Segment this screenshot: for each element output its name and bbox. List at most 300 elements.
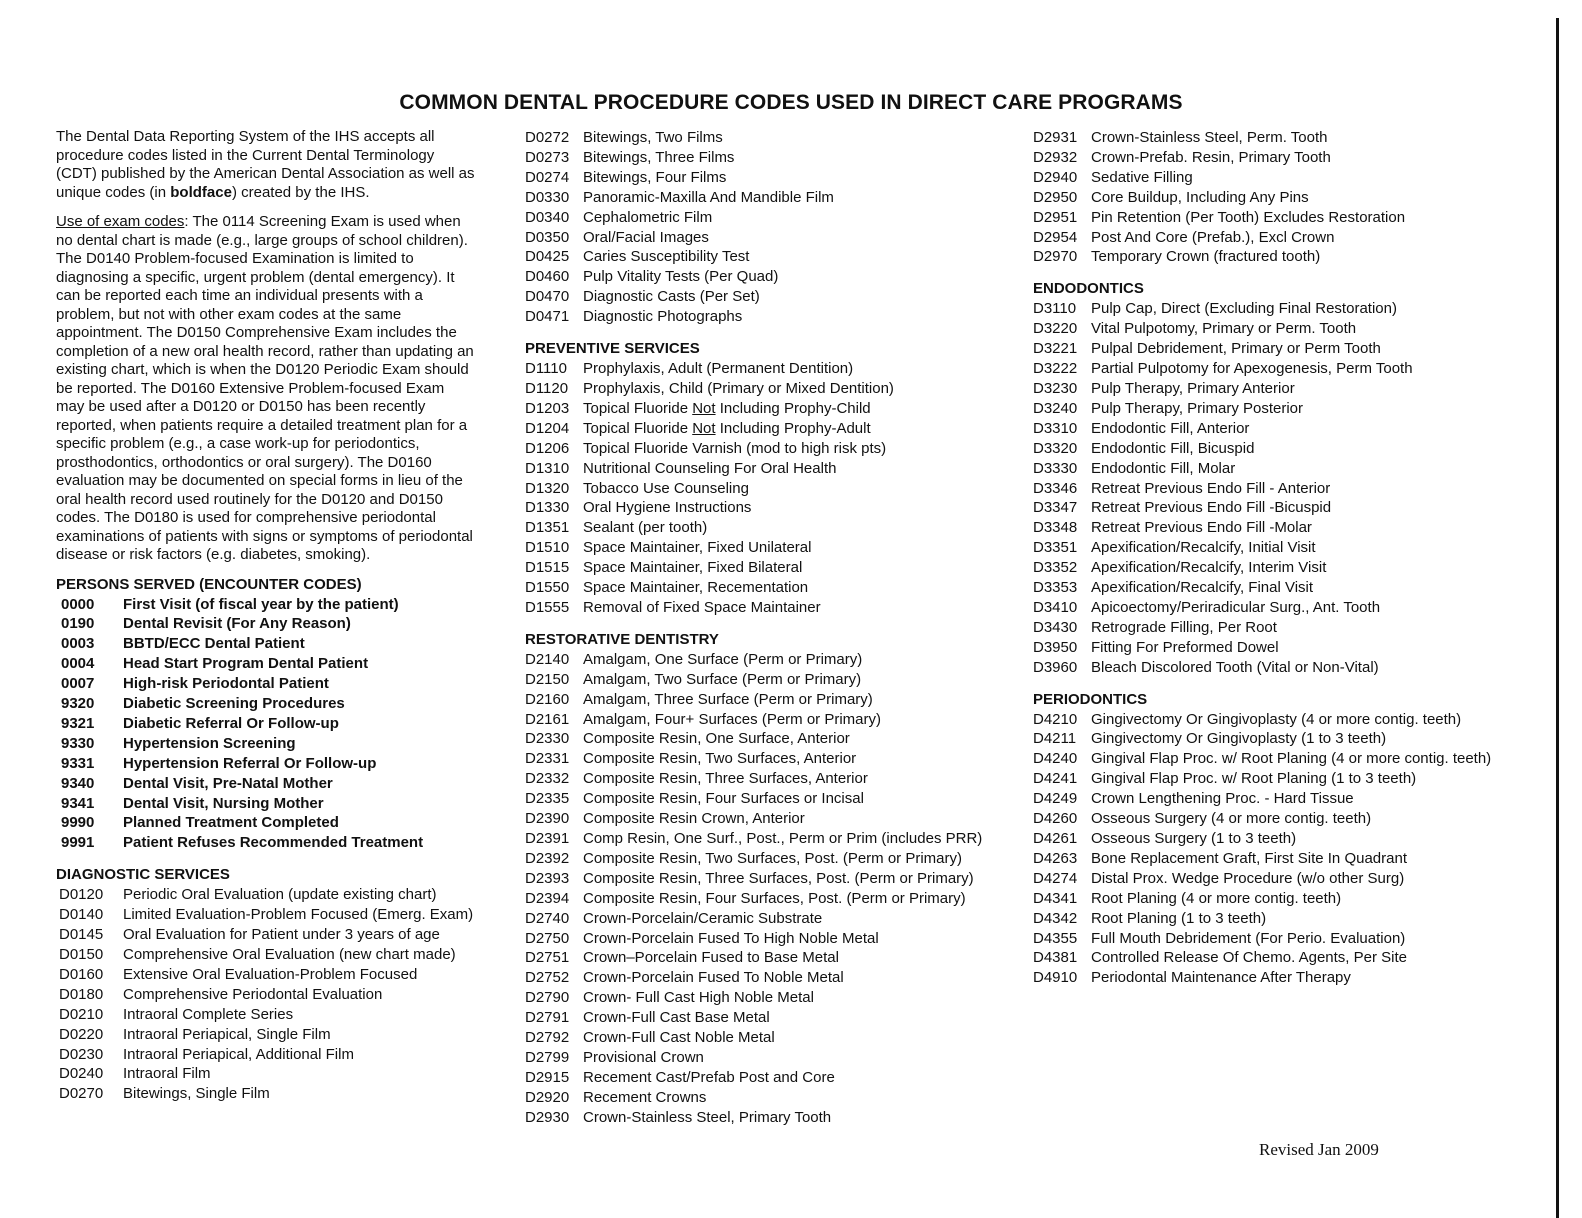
procedure-code: D2160 — [525, 690, 570, 708]
procedure-code: D4211 — [1033, 730, 1077, 748]
procedure-description: Crown-Stainless Steel, Perm. Tooth — [1091, 129, 1328, 146]
procedure-code: D3222 — [1033, 360, 1078, 378]
procedure-code: D0425 — [525, 248, 570, 266]
procedure-description: Amalgam, Four+ Surfaces (Perm or Primary) — [583, 710, 881, 728]
procedure-description: Space Maintainer, Recementation — [583, 579, 809, 597]
procedure-code: D0272 — [525, 129, 570, 146]
procedure-description: Retreat Previous Endo Fill -Bicuspid — [1091, 499, 1332, 517]
procedure-description: Panoramic-Maxilla And Mandible Film — [583, 188, 834, 206]
code-row — [525, 379, 1025, 399]
procedure-description: Diagnostic Casts (Per Set) — [583, 288, 760, 306]
code-row — [56, 925, 476, 945]
procedure-code: D0240 — [59, 1065, 104, 1083]
intro-paragraph-1 — [56, 128, 476, 202]
description-part: Including Prophy-Adult — [715, 419, 871, 437]
procedure-description — [583, 399, 871, 419]
procedure-code: D1204 — [525, 419, 570, 437]
procedure-description: Apexification/Recalcify, Initial Visit — [1091, 539, 1316, 557]
procedure-description: Composite Resin Crown, Anterior — [583, 810, 805, 828]
procedure-code: 9340 — [61, 774, 95, 792]
code-row — [525, 729, 1025, 749]
procedure-description: Intraoral Periapical, Additional Film — [123, 1045, 354, 1063]
procedure-code: D2750 — [525, 929, 570, 947]
code-row — [1033, 379, 1553, 399]
procedure-code: D3353 — [1033, 579, 1078, 597]
code-row — [1033, 869, 1553, 889]
procedure-code: D3221 — [1033, 340, 1078, 358]
code-row — [1033, 339, 1553, 359]
description-emphasis: Not — [692, 399, 716, 417]
procedure-code: D3348 — [1033, 519, 1078, 537]
code-row — [1033, 749, 1553, 769]
procedure-description: Pin Retention (Per Tooth) Excludes Restoration — [1091, 208, 1406, 226]
code-row — [56, 714, 476, 734]
code-row — [56, 965, 476, 985]
code-row — [1033, 710, 1553, 730]
procedure-description: Extensive Oral Evaluation-Problem Focused — [123, 965, 418, 983]
procedure-code: D2792 — [525, 1029, 570, 1047]
procedure-code: D3320 — [1033, 439, 1078, 457]
procedure-code: D1310 — [525, 459, 570, 477]
procedure-code: D2799 — [525, 1048, 570, 1066]
procedure-description: Prophylaxis, Child (Primary or Mixed Dentition) — [583, 379, 894, 397]
procedure-code: D1550 — [525, 579, 570, 597]
procedure-description: Vital Pulpotomy, Primary or Perm. Tooth — [1091, 320, 1357, 338]
procedure-code: D0471 — [525, 308, 570, 326]
code-row — [56, 614, 476, 634]
procedure-description: Crown-Prefab. Resin, Primary Tooth — [1091, 148, 1331, 166]
code-row — [1033, 968, 1553, 988]
column-1 — [56, 128, 476, 1117]
procedure-code: D2920 — [525, 1088, 570, 1106]
procedure-code: D0145 — [59, 926, 104, 944]
procedure-code: D2940 — [1033, 168, 1078, 186]
code-row — [525, 670, 1025, 690]
code-list — [56, 885, 476, 1104]
code-row — [1033, 168, 1553, 188]
procedure-description: Comprehensive Periodontal Evaluation — [123, 985, 383, 1003]
procedure-code: 0004 — [61, 655, 95, 673]
procedure-code: D2390 — [525, 810, 570, 828]
procedure-code: D1206 — [525, 439, 570, 457]
code-row — [525, 1008, 1025, 1028]
code-row — [525, 168, 1025, 188]
procedure-description: Periodic Oral Evaluation (update existing chart) — [123, 886, 437, 904]
section-periodontics — [1033, 691, 1553, 989]
code-row — [525, 188, 1025, 208]
procedure-code: D1110 — [525, 360, 567, 378]
procedure-code: D0160 — [59, 965, 104, 983]
procedure-code: D2392 — [525, 849, 570, 867]
revised-date: Revised Jan 2009 — [1259, 1140, 1379, 1159]
procedure-code: D2954 — [1033, 228, 1078, 246]
procedure-code: D3346 — [1033, 479, 1078, 497]
code-row — [525, 538, 1025, 558]
procedure-description: Composite Resin, Four Surfaces or Incisal — [583, 790, 864, 808]
procedure-description: Root Planing (4 or more contig. teeth) — [1091, 889, 1342, 907]
procedure-description: Pulpal Debridement, Primary or Perm Tooth — [1091, 340, 1381, 358]
procedure-description: Comp Resin, One Surf., Post., Perm or Prim (includes PRR) — [583, 830, 983, 847]
procedure-code: 9321 — [61, 714, 95, 732]
procedure-description: Limited Evaluation-Problem Focused (Emerg. Exam) — [123, 906, 474, 924]
code-row — [1033, 909, 1553, 929]
code-row — [525, 749, 1025, 769]
code-row — [525, 710, 1025, 730]
procedure-code: D1120 — [525, 379, 569, 397]
code-row — [56, 734, 476, 754]
procedure-code: D4210 — [1033, 710, 1078, 728]
procedure-description: Crown-Porcelain/Ceramic Substrate — [583, 909, 823, 927]
procedure-description: Bitewings, Three Films — [583, 148, 735, 166]
code-row — [56, 674, 476, 694]
code-row — [56, 945, 476, 965]
code-row — [525, 1068, 1025, 1088]
code-row — [1033, 538, 1553, 558]
procedure-description: Controlled Release Of Chemo. Agents, Per Site — [1091, 949, 1407, 967]
description-part: Topical Fluoride — [583, 399, 693, 417]
section-restorative — [525, 631, 1025, 1128]
procedure-code: 9320 — [61, 695, 95, 713]
exam-codes-text: : The 0114 Screening Exam is used when no dental chart is made (e.g., large groups of school children). The D0140 Problem-focused Examination is limited to diagnosing a specific, urgent problem (dental emergency). It can be reported each time an individual presents with a problem, but not with other exam codes at the same appointment. The D0150 Comprehensive Exam includes the completion of a new oral health record, rather than updating an existing chart, which is when the D0120 Periodic Exam should be reported. The D0160 Extensive Problem-focused Exam may be used after a D0120 or D0150 has been recently reported, when patients require a detailed treatment plan for a specific problem (e.g., a case work-up for periodontics, prosthodontics, orthodontics or oral surgery). The D0160 evaluation may be documented on special forms in lieu of the oral health record used routinely for the D0120 and D0150 codes. The D0180 is used for comprehensive periodontal examinations of patients with signs or symptoms of periodontal disease or risk factors (e.g. diabetes, smoking). — [56, 213, 474, 563]
code-row — [1033, 247, 1553, 267]
procedure-code: D0274 — [525, 168, 570, 186]
procedure-code: 9331 — [61, 754, 95, 772]
procedure-code: D2791 — [525, 1009, 570, 1027]
procedure-code: D3240 — [1033, 399, 1078, 417]
procedure-code: D2391 — [525, 830, 570, 847]
procedure-code: D2150 — [525, 670, 570, 688]
procedure-code: D1330 — [525, 499, 570, 517]
code-list — [525, 359, 1025, 618]
code-row — [1033, 948, 1553, 968]
procedure-description: Composite Resin, Four Surfaces, Post. (Perm or Primary) — [583, 889, 966, 907]
code-row — [525, 128, 1025, 148]
section-diagnostic-continued — [525, 128, 1025, 327]
code-row — [525, 988, 1025, 1008]
code-row — [1033, 929, 1553, 949]
procedure-code: D2393 — [525, 869, 570, 887]
procedure-code: D4263 — [1033, 849, 1078, 867]
code-row — [1033, 789, 1553, 809]
procedure-description: Nutritional Counseling For Oral Health — [583, 459, 837, 477]
procedure-description: Full Mouth Debridement (For Perio. Evaluation) — [1091, 929, 1406, 947]
procedure-description: Crown–Porcelain Fused to Base Metal — [583, 949, 839, 967]
procedure-description: Composite Resin, One Surface, Anterior — [583, 730, 850, 748]
procedure-code: D4910 — [1033, 969, 1078, 987]
procedure-description: BBTD/ECC Dental Patient — [123, 635, 305, 653]
procedure-description: Distal Prox. Wedge Procedure (w/o other Surg) — [1091, 869, 1405, 887]
procedure-code: D0180 — [59, 985, 104, 1003]
code-row — [1033, 638, 1553, 658]
procedure-description: Recement Crowns — [583, 1088, 707, 1106]
code-row — [525, 359, 1025, 379]
procedure-code: D2335 — [525, 790, 570, 808]
intro-text — [56, 128, 476, 565]
code-row — [1033, 769, 1553, 789]
procedure-description: Composite Resin, Two Surfaces, Anterior — [583, 750, 857, 768]
section-heading: RESTORATIVE DENTISTRY — [525, 630, 719, 648]
procedure-description: Amalgam, Two Surface (Perm or Primary) — [583, 670, 862, 688]
procedure-description: Intraoral Complete Series — [123, 1005, 294, 1023]
column-3 — [1033, 128, 1553, 1001]
code-row — [56, 885, 476, 905]
code-row — [56, 634, 476, 654]
code-list — [525, 128, 1025, 327]
code-row — [56, 833, 476, 853]
procedure-description: Bitewings, Four Films — [583, 168, 727, 186]
procedure-description: Hypertension Referral Or Follow-up — [123, 754, 377, 772]
procedure-description: Oral/Facial Images — [583, 228, 709, 246]
procedure-description: Retrograde Filling, Per Root — [1091, 618, 1277, 636]
code-row — [1033, 228, 1553, 248]
code-row — [1033, 459, 1553, 479]
procedure-code: D4261 — [1033, 830, 1078, 847]
procedure-code: D2331 — [525, 750, 570, 768]
procedure-code: D4240 — [1033, 750, 1078, 768]
section-diagnostic — [56, 866, 476, 1104]
procedure-description: Crown-Full Cast Noble Metal — [583, 1029, 775, 1047]
intro-p1-text: The Dental Data Reporting System of the IHS accepts all procedure codes listed in the Current Dental Terminology (CDT) published by the American Dental Association as well as unique codes (in — [56, 128, 475, 201]
procedure-description: Space Maintainer, Fixed Bilateral — [583, 559, 803, 577]
procedure-description: Head Start Program Dental Patient — [123, 655, 369, 673]
procedure-description: Composite Resin, Three Surfaces, Post. (Perm or Primary) — [583, 869, 974, 887]
procedure-code: D2394 — [525, 889, 570, 907]
procedure-description: Sedative Filling — [1091, 168, 1193, 186]
code-row — [525, 909, 1025, 929]
section-persons-served — [56, 576, 476, 854]
code-row — [56, 595, 476, 615]
procedure-code: D2950 — [1033, 188, 1078, 206]
procedure-code: D0230 — [59, 1045, 104, 1063]
code-row — [1033, 399, 1553, 419]
procedure-code: 0000 — [61, 595, 95, 613]
procedure-description: Space Maintainer, Fixed Unilateral — [583, 539, 812, 557]
procedure-description: Post And Core (Prefab.), Excl Crown — [1091, 228, 1335, 246]
code-list — [1033, 299, 1553, 677]
procedure-description: Crown-Full Cast Base Metal — [583, 1009, 770, 1027]
code-row — [56, 694, 476, 714]
procedure-code: D1320 — [525, 479, 570, 497]
procedure-description: Crown-Porcelain Fused To High Noble Metal — [583, 929, 879, 947]
procedure-code: D0330 — [525, 188, 570, 206]
procedure-code: 0003 — [61, 635, 95, 653]
procedure-description: Pulp Therapy, Primary Posterior — [1091, 399, 1304, 417]
procedure-code: D3950 — [1033, 638, 1078, 656]
procedure-description: Bleach Discolored Tooth (Vital or Non-Vital) — [1091, 658, 1379, 676]
procedure-description: Oral Evaluation for Patient under 3 years of age — [123, 926, 440, 944]
code-row — [1033, 498, 1553, 518]
exam-codes-label: Use of exam codes — [56, 213, 185, 230]
code-row — [525, 968, 1025, 988]
procedure-code: D4241 — [1033, 770, 1078, 788]
procedure-description: Diagnostic Photographs — [583, 308, 743, 326]
procedure-code: D2140 — [525, 650, 570, 668]
section-heading: PERSONS SERVED (ENCOUNTER CODES) — [56, 575, 362, 593]
procedure-description: Apicoectomy/Periradicular Surg., Ant. Tooth — [1091, 598, 1381, 616]
code-row — [1033, 658, 1553, 678]
procedure-description: Bitewings, Single Film — [123, 1085, 270, 1103]
procedure-code: D1555 — [525, 598, 570, 616]
procedure-code: D1351 — [525, 519, 570, 537]
procedure-description: Sealant (per tooth) — [583, 519, 708, 537]
procedure-description: Temporary Crown (fractured tooth) — [1091, 248, 1321, 266]
section-heading: ENDODONTICS — [1033, 280, 1144, 298]
procedure-code: D4341 — [1033, 889, 1078, 907]
code-row — [525, 829, 1025, 849]
procedure-description: Periodontal Maintenance After Therapy — [1091, 969, 1351, 987]
procedure-description: Core Buildup, Including Any Pins — [1091, 188, 1309, 206]
procedure-code: D0120 — [59, 886, 104, 904]
procedure-code: D2161 — [525, 710, 570, 728]
code-row — [525, 849, 1025, 869]
procedure-description: Gingival Flap Proc. w/ Root Planing (1 to 3 teeth) — [1091, 770, 1417, 788]
procedure-description: Bone Replacement Graft, First Site In Quadrant — [1091, 849, 1407, 867]
code-row — [56, 654, 476, 674]
procedure-description: Pulp Cap, Direct (Excluding Final Restoration) — [1091, 300, 1397, 318]
procedure-code: D4355 — [1033, 929, 1078, 947]
description-emphasis: Not — [692, 419, 716, 437]
section-endodontics — [1033, 280, 1553, 677]
code-row — [56, 754, 476, 774]
procedure-code: D0150 — [59, 946, 104, 963]
code-row — [1033, 729, 1553, 749]
code-row — [525, 148, 1025, 168]
code-row — [525, 419, 1025, 439]
section-heading: PREVENTIVE SERVICES — [525, 340, 700, 358]
procedure-description: Diabetic Screening Procedures — [123, 695, 345, 713]
code-row — [1033, 299, 1553, 319]
code-row — [525, 1108, 1025, 1128]
procedure-code: D2930 — [525, 1108, 570, 1126]
code-row — [525, 690, 1025, 710]
procedure-description: Root Planing (1 to 3 teeth) — [1091, 909, 1267, 927]
procedure-code: D3352 — [1033, 559, 1078, 577]
procedure-code: D1203 — [525, 399, 570, 417]
procedure-description: Pulp Vitality Tests (Per Quad) — [583, 268, 779, 286]
code-row — [1033, 598, 1553, 618]
procedure-description: Amalgam, One Surface (Perm or Primary) — [583, 650, 863, 668]
procedure-description: Apexification/Recalcify, Final Visit — [1091, 579, 1314, 597]
procedure-code: D2931 — [1033, 129, 1078, 146]
procedure-code: D0140 — [59, 906, 104, 924]
procedure-description: Planned Treatment Completed — [123, 814, 339, 832]
procedure-description: Hypertension Screening — [123, 734, 296, 752]
code-row — [1033, 419, 1553, 439]
code-row — [525, 929, 1025, 949]
code-row — [1033, 479, 1553, 499]
procedure-description: Crown Lengthening Proc. - Hard Tissue — [1091, 790, 1354, 808]
code-row — [56, 1005, 476, 1025]
procedure-code: D0460 — [525, 268, 570, 286]
procedure-description: Apexification/Recalcify, Interim Visit — [1091, 559, 1327, 577]
code-row — [525, 307, 1025, 327]
code-row — [56, 905, 476, 925]
procedure-description: Retreat Previous Endo Fill -Molar — [1091, 519, 1312, 537]
code-row — [525, 578, 1025, 598]
procedure-code: D3347 — [1033, 499, 1078, 517]
procedure-description: High-risk Periodontal Patient — [123, 675, 329, 693]
procedure-description: Tobacco Use Counseling — [583, 479, 749, 497]
code-row — [525, 439, 1025, 459]
procedure-description: Dental Visit, Pre-Natal Mother — [123, 774, 333, 792]
procedure-code: D0210 — [59, 1005, 104, 1023]
code-row — [1033, 148, 1553, 168]
procedure-description — [583, 419, 871, 439]
procedure-code: D3351 — [1033, 539, 1078, 557]
procedure-description: Dental Revisit (For Any Reason) — [123, 615, 351, 633]
procedure-code: D0340 — [525, 208, 570, 226]
code-row — [1033, 889, 1553, 909]
procedure-code: D1515 — [525, 559, 570, 577]
procedure-description: Composite Resin, Three Surfaces, Anterior — [583, 770, 868, 788]
procedure-description: Provisional Crown — [583, 1048, 704, 1066]
procedure-description: Intraoral Film — [123, 1065, 211, 1083]
page-title: COMMON DENTAL PROCEDURE CODES USED IN DIRECT CARE PROGRAMS — [399, 91, 1183, 114]
procedure-description: Cephalometric Film — [583, 208, 713, 226]
code-row — [56, 985, 476, 1005]
procedure-description: Crown-Porcelain Fused To Noble Metal — [583, 969, 844, 987]
procedure-code: D0470 — [525, 288, 570, 306]
procedure-description: Endodontic Fill, Bicuspid — [1091, 439, 1255, 457]
procedure-description: Oral Hygiene Instructions — [583, 499, 752, 517]
procedure-code: D3310 — [1033, 419, 1078, 437]
code-row — [1033, 518, 1553, 538]
procedure-code: 0190 — [61, 615, 95, 633]
code-row — [525, 518, 1025, 538]
procedure-code: D2752 — [525, 969, 570, 987]
procedure-code: D4274 — [1033, 869, 1078, 887]
procedure-description: Intraoral Periapical, Single Film — [123, 1025, 331, 1043]
procedure-code: D2751 — [525, 949, 570, 967]
code-list — [56, 595, 476, 854]
procedure-code: D3220 — [1033, 320, 1078, 338]
procedure-description: Fitting For Preformed Dowel — [1091, 638, 1279, 656]
code-row — [525, 228, 1025, 248]
procedure-description: Removal of Fixed Space Maintainer — [583, 598, 821, 616]
procedure-code: D0350 — [525, 228, 570, 246]
code-row — [56, 1064, 476, 1084]
procedure-code: 9991 — [61, 834, 95, 852]
section-preventive — [525, 340, 1025, 618]
code-row — [1033, 128, 1553, 148]
code-list — [1033, 128, 1553, 267]
code-row — [525, 479, 1025, 499]
description-part: Including Prophy-Child — [715, 399, 871, 417]
procedure-code: D2330 — [525, 730, 570, 748]
code-row — [525, 558, 1025, 578]
procedure-code: D4249 — [1033, 790, 1078, 808]
code-row — [56, 1084, 476, 1104]
code-row — [1033, 809, 1553, 829]
intro-p1-bold: boldface — [170, 183, 232, 201]
section-heading: DIAGNOSTIC SERVICES — [56, 866, 230, 884]
procedure-description: Gingival Flap Proc. w/ Root Planing (4 or more contig. teeth) — [1091, 750, 1492, 768]
procedure-description: Comprehensive Oral Evaluation (new chart made) — [123, 946, 456, 963]
code-row — [56, 1025, 476, 1045]
procedure-code: 9990 — [61, 814, 95, 832]
procedure-code: D4260 — [1033, 810, 1078, 828]
code-row — [1033, 618, 1553, 638]
procedure-code: D4342 — [1033, 909, 1078, 927]
code-row — [525, 459, 1025, 479]
page-edge-line — [1556, 18, 1559, 1218]
procedure-description: Amalgam, Three Surface (Perm or Primary) — [583, 690, 873, 708]
procedure-description: Endodontic Fill, Anterior — [1091, 419, 1250, 437]
code-row — [525, 809, 1025, 829]
procedure-code: D3230 — [1033, 379, 1078, 397]
procedure-code: 9341 — [61, 794, 95, 812]
code-list — [525, 650, 1025, 1128]
